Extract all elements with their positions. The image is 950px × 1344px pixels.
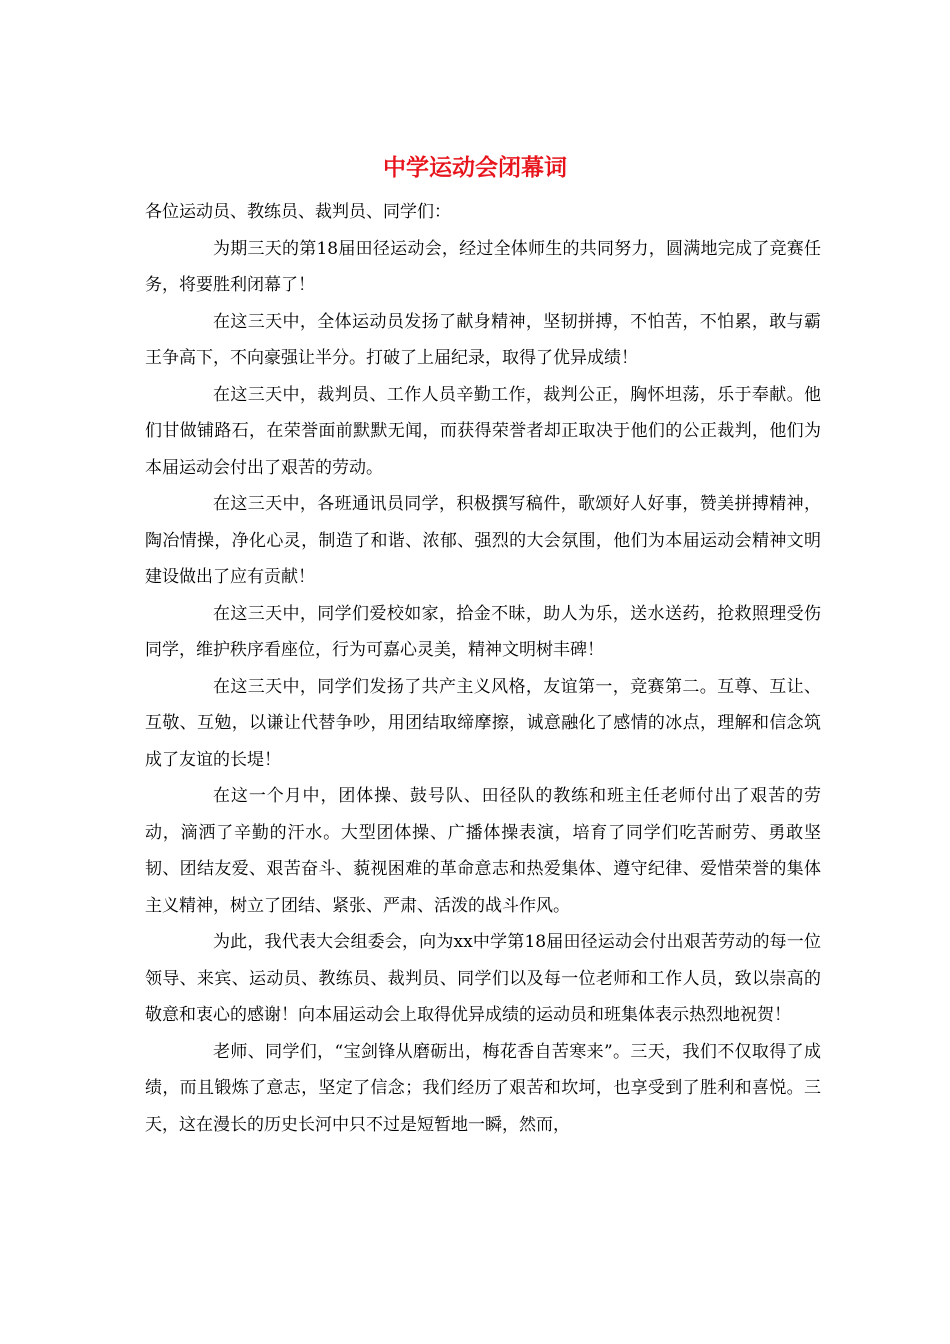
paragraph-8: 为此，我代表大会组委会，向为xx中学第18届田径运动会付出艰苦劳动的每一位领导、来宾、运动员、教练员、裁判员、同学们以及每一位老师和工作人员，致以崇高的敬意和衷心的感谢！向本届运动会上取得优异成绩的运动员和班集体表示热烈地祝贺！: [145, 932, 821, 1025]
paragraph-4: 在这三天中，各班通讯员同学，积极撰写稿件，歌颂好人好事，赞美拼搏精神，陶冶情操，净化心灵，制造了和谐、浓郁、强烈的大会氛围，他们为本届运动会精神文明建设做出了应有贡献！: [145, 494, 821, 587]
paragraph-6: 在这三天中，同学们发扬了共产主义风格，友谊第一，竞赛第二。互尊、互让、互敬、互勉，以谦让代替争吵，用团结取缔摩擦，诚意融化了感情的冰点，理解和信念筑成了友谊的长堤！: [145, 676, 821, 770]
paragraph-3: 在这三天中，裁判员、工作人员辛勤工作，裁判公正，胸怀坦荡，乐于奉献。他们甘做铺路石，在荣誉面前默默无闻，而获得荣誉者却正取决于他们的公正裁判，他们为本届运动会付出了艰苦的劳动。: [145, 384, 821, 478]
document-body: [145, 194, 821, 1143]
paragraph-2: 在这三天中，全体运动员发扬了献身精神，坚韧拼搏，不怕苦，不怕累，敢与霸王争高下，不向豪强让半分。打破了上届纪录，取得了优异成绩！: [145, 311, 821, 368]
paragraph-7: 在这一个月中，团体操、鼓号队、田径队的教练和班主任老师付出了艰苦的劳动，滴洒了辛勤的汗水。大型团体操、广播体操表演，培育了同学们吃苦耐劳、勇敢坚韧、团结友爱、艰苦奋斗、藐视困难的革命意志和热爱集体、遵守纪律、爱惜荣誉的集体主义精神，树立了团结、紧张、严肃、活泼的战斗作风。: [145, 786, 821, 916]
salutation: 各位运动员、教练员、裁判员、同学们：: [145, 202, 451, 222]
paragraph-1: 为期三天的第18届田径运动会，经过全体师生的共同努力，圆满地完成了竞赛任务，将要胜利闭幕了！: [145, 238, 821, 295]
document-title: 中学运动会闭幕词: [383, 154, 567, 181]
paragraph-5: 在这三天中，同学们爱校如家，拾金不昧，助人为乐，送水送药，抢救照理受伤同学，维护秩序看座位，行为可嘉心灵美，精神文明树丰碑！: [145, 603, 821, 660]
paragraph-9: 老师、同学们，“宝剑锋从磨砺出，梅花香自苦寒来”。三天，我们不仅取得了成绩，而且锻炼了意志，坚定了信念；我们经历了艰苦和坎坷，也享受到了胜利和喜悦。三天，这在漫长的历史长河中只不过是短暂地一瞬，然而，: [145, 1041, 821, 1135]
